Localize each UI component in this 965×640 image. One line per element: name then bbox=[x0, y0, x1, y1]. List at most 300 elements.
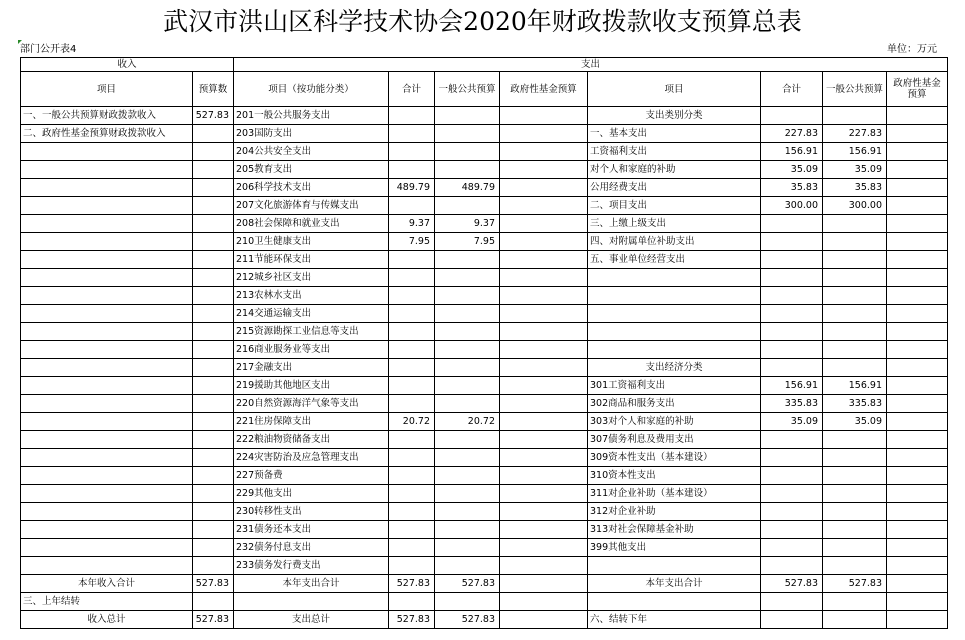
table-cell bbox=[389, 251, 435, 269]
table-row bbox=[21, 341, 948, 359]
table-cell bbox=[500, 557, 588, 575]
table-cell: 156.91 bbox=[823, 143, 887, 161]
table-cell bbox=[761, 323, 823, 341]
table-cell: 224灾害防治及应急管理支出 bbox=[234, 449, 389, 467]
table-cell bbox=[887, 251, 948, 269]
table-cell: 217金融支出 bbox=[234, 359, 389, 377]
table-cell bbox=[500, 269, 588, 287]
table-cell bbox=[500, 305, 588, 323]
table-cell bbox=[21, 197, 193, 215]
table-cell: 303对个人和家庭的补助 bbox=[588, 413, 761, 431]
table-cell: 527.83 bbox=[193, 611, 234, 629]
table-cell bbox=[435, 377, 500, 395]
table-cell: 一、基本支出 bbox=[588, 125, 761, 143]
table-cell bbox=[193, 143, 234, 161]
table-cell: 527.83 bbox=[389, 575, 435, 593]
table-cell: 335.83 bbox=[823, 395, 887, 413]
table-cell bbox=[435, 449, 500, 467]
table-cell bbox=[21, 323, 193, 341]
table-cell bbox=[435, 359, 500, 377]
table-cell: 310资本性支出 bbox=[588, 467, 761, 485]
table-cell: 527.83 bbox=[193, 107, 234, 125]
table-cell bbox=[887, 323, 948, 341]
table-cell: 五、事业单位经营支出 bbox=[588, 251, 761, 269]
table-cell: 399其他支出 bbox=[588, 539, 761, 557]
table-cell bbox=[500, 431, 588, 449]
table-cell bbox=[887, 449, 948, 467]
table-cell bbox=[193, 431, 234, 449]
col-header: 项目 bbox=[588, 72, 761, 107]
table-cell: 302商品和服务支出 bbox=[588, 395, 761, 413]
table-cell: 311对企业补助（基本建设） bbox=[588, 485, 761, 503]
table-cell: 220自然资源海洋气象等支出 bbox=[234, 395, 389, 413]
table-cell bbox=[389, 125, 435, 143]
table-cell bbox=[435, 305, 500, 323]
table-cell bbox=[588, 287, 761, 305]
table-cell: 489.79 bbox=[389, 179, 435, 197]
table-cell bbox=[823, 431, 887, 449]
table-cell bbox=[500, 107, 588, 125]
table-cell bbox=[761, 449, 823, 467]
table-cell: 20.72 bbox=[435, 413, 500, 431]
table-cell bbox=[500, 215, 588, 233]
table-cell bbox=[887, 125, 948, 143]
table-cell bbox=[500, 539, 588, 557]
table-cell: 214交通运输支出 bbox=[234, 305, 389, 323]
table-cell bbox=[193, 197, 234, 215]
table-cell bbox=[193, 557, 234, 575]
table-cell: 35.09 bbox=[823, 161, 887, 179]
table-row bbox=[21, 143, 948, 161]
table-cell: 9.37 bbox=[389, 215, 435, 233]
table-cell bbox=[435, 107, 500, 125]
table-cell bbox=[435, 593, 500, 611]
col-header: 合计 bbox=[389, 72, 435, 107]
table-cell bbox=[823, 485, 887, 503]
table-cell bbox=[193, 539, 234, 557]
table-cell bbox=[234, 593, 389, 611]
page-title: 武汉市洪山区科学技术协会2020年财政拨款收支预算总表 bbox=[163, 7, 802, 36]
table-cell: 9.37 bbox=[435, 215, 500, 233]
table-cell bbox=[761, 593, 823, 611]
table-cell bbox=[21, 449, 193, 467]
table-cell bbox=[193, 359, 234, 377]
table-cell bbox=[435, 323, 500, 341]
table-cell bbox=[761, 269, 823, 287]
table-cell bbox=[389, 557, 435, 575]
table-cell bbox=[500, 503, 588, 521]
table-cell bbox=[887, 179, 948, 197]
table-cell bbox=[21, 305, 193, 323]
table-cell bbox=[21, 215, 193, 233]
table-cell: 7.95 bbox=[435, 233, 500, 251]
table-cell: 313对社会保障基金补助 bbox=[588, 521, 761, 539]
table-row bbox=[21, 125, 948, 143]
table-cell: 300.00 bbox=[823, 197, 887, 215]
table-cell: 301工资福利支出 bbox=[588, 377, 761, 395]
table-cell bbox=[500, 143, 588, 161]
table-cell bbox=[500, 377, 588, 395]
table-cell: 35.83 bbox=[761, 179, 823, 197]
table-cell bbox=[887, 521, 948, 539]
table-row bbox=[21, 161, 948, 179]
table-cell bbox=[500, 323, 588, 341]
table-cell bbox=[193, 521, 234, 539]
table-row bbox=[21, 467, 948, 485]
table-cell bbox=[21, 341, 193, 359]
table-cell: 本年支出合计 bbox=[588, 575, 761, 593]
header-row-columns bbox=[21, 72, 948, 107]
table-cell bbox=[389, 161, 435, 179]
table-cell bbox=[389, 287, 435, 305]
table-cell: 227.83 bbox=[761, 125, 823, 143]
table-cell: 227.83 bbox=[823, 125, 887, 143]
table-cell: 210卫生健康支出 bbox=[234, 233, 389, 251]
table-cell bbox=[761, 233, 823, 251]
header-row-group bbox=[21, 58, 948, 72]
table-cell bbox=[21, 377, 193, 395]
table-cell: 232债务付息支出 bbox=[234, 539, 389, 557]
table-cell bbox=[193, 413, 234, 431]
table-cell bbox=[887, 485, 948, 503]
table-row bbox=[21, 539, 948, 557]
table-cell bbox=[823, 521, 887, 539]
table-cell bbox=[193, 161, 234, 179]
table-cell bbox=[193, 449, 234, 467]
table-cell bbox=[887, 233, 948, 251]
table-cell bbox=[435, 467, 500, 485]
table-cell bbox=[21, 521, 193, 539]
table-cell bbox=[21, 503, 193, 521]
table-cell: 收入总计 bbox=[21, 611, 193, 629]
table-cell: 本年支出合计 bbox=[234, 575, 389, 593]
table-cell bbox=[500, 413, 588, 431]
table-cell bbox=[761, 107, 823, 125]
table-cell: 一、一般公共预算财政拨款收入 bbox=[21, 107, 193, 125]
table-cell bbox=[21, 539, 193, 557]
table-cell bbox=[500, 449, 588, 467]
table-cell bbox=[500, 521, 588, 539]
table-cell bbox=[389, 305, 435, 323]
table-cell bbox=[435, 557, 500, 575]
table-cell bbox=[389, 269, 435, 287]
table-cell bbox=[761, 557, 823, 575]
table-row bbox=[21, 611, 948, 629]
table-cell bbox=[193, 233, 234, 251]
table-cell bbox=[389, 107, 435, 125]
table-cell: 35.09 bbox=[823, 413, 887, 431]
table-cell: 312对企业补助 bbox=[588, 503, 761, 521]
table-cell bbox=[389, 323, 435, 341]
table-cell bbox=[193, 251, 234, 269]
table-cell bbox=[588, 305, 761, 323]
form-number: 部门公开表4 bbox=[20, 44, 77, 55]
table-cell bbox=[887, 215, 948, 233]
table-cell bbox=[435, 431, 500, 449]
table-cell bbox=[500, 467, 588, 485]
table-cell bbox=[761, 251, 823, 269]
unit-label: 单位：万元 bbox=[887, 44, 937, 55]
table-cell bbox=[887, 269, 948, 287]
table-cell bbox=[389, 395, 435, 413]
table-cell: 六、结转下年 bbox=[588, 611, 761, 629]
table-cell: 230转移性支出 bbox=[234, 503, 389, 521]
table-cell bbox=[435, 143, 500, 161]
table-cell bbox=[823, 557, 887, 575]
table-cell bbox=[588, 557, 761, 575]
table-cell bbox=[761, 341, 823, 359]
table-cell bbox=[193, 269, 234, 287]
table-cell bbox=[193, 125, 234, 143]
col-header: 预算数 bbox=[193, 72, 234, 107]
table-cell: 35.83 bbox=[823, 179, 887, 197]
table-cell: 527.83 bbox=[193, 575, 234, 593]
table-cell bbox=[389, 359, 435, 377]
table-cell bbox=[500, 611, 588, 629]
table-row bbox=[21, 593, 948, 611]
table-cell bbox=[823, 341, 887, 359]
table-cell bbox=[761, 467, 823, 485]
table-cell bbox=[887, 143, 948, 161]
table-cell: 203国防支出 bbox=[234, 125, 389, 143]
table-cell bbox=[823, 305, 887, 323]
table-cell: 213农林水支出 bbox=[234, 287, 389, 305]
table-cell: 156.91 bbox=[761, 377, 823, 395]
table-cell: 204公共安全支出 bbox=[234, 143, 389, 161]
table-cell: 227预备费 bbox=[234, 467, 389, 485]
table-cell: 支出类别分类 bbox=[588, 107, 761, 125]
table-cell: 7.95 bbox=[389, 233, 435, 251]
table-cell bbox=[761, 305, 823, 323]
table-cell bbox=[389, 377, 435, 395]
table-cell bbox=[887, 287, 948, 305]
table-row bbox=[21, 305, 948, 323]
table-cell: 233债务发行费支出 bbox=[234, 557, 389, 575]
table-cell bbox=[389, 593, 435, 611]
table-cell bbox=[21, 359, 193, 377]
table-cell bbox=[21, 413, 193, 431]
table-cell bbox=[21, 395, 193, 413]
table-cell: 221住房保障支出 bbox=[234, 413, 389, 431]
table-cell bbox=[389, 143, 435, 161]
table-cell bbox=[500, 341, 588, 359]
table-cell bbox=[435, 161, 500, 179]
table-cell bbox=[500, 251, 588, 269]
table-row bbox=[21, 449, 948, 467]
table-cell bbox=[823, 269, 887, 287]
table-cell: 231债务还本支出 bbox=[234, 521, 389, 539]
table-cell bbox=[389, 449, 435, 467]
table-cell bbox=[21, 269, 193, 287]
table-cell bbox=[500, 233, 588, 251]
table-cell bbox=[500, 197, 588, 215]
table-cell bbox=[761, 503, 823, 521]
col-header: 合计 bbox=[761, 72, 823, 107]
table-row bbox=[21, 215, 948, 233]
table-cell bbox=[21, 485, 193, 503]
col-header: 政府性基金预算 bbox=[887, 72, 948, 107]
table-cell bbox=[435, 197, 500, 215]
col-header: 项目（按功能分类） bbox=[234, 72, 389, 107]
table-cell bbox=[21, 233, 193, 251]
table-cell bbox=[823, 287, 887, 305]
budget-table bbox=[20, 57, 948, 629]
table-cell: 211节能环保支出 bbox=[234, 251, 389, 269]
table-row bbox=[21, 557, 948, 575]
table-cell bbox=[761, 485, 823, 503]
table-row bbox=[21, 431, 948, 449]
table-cell bbox=[389, 485, 435, 503]
table-row bbox=[21, 521, 948, 539]
table-cell: 二、项目支出 bbox=[588, 197, 761, 215]
table-cell: 工资福利支出 bbox=[588, 143, 761, 161]
table-cell: 三、上缴上级支出 bbox=[588, 215, 761, 233]
table-cell: 205教育支出 bbox=[234, 161, 389, 179]
table-cell bbox=[887, 503, 948, 521]
table-cell bbox=[193, 215, 234, 233]
table-cell bbox=[887, 575, 948, 593]
table-cell bbox=[887, 161, 948, 179]
table-cell bbox=[21, 431, 193, 449]
expense-header: 支出 bbox=[234, 58, 948, 72]
table-cell bbox=[193, 305, 234, 323]
table-cell bbox=[887, 467, 948, 485]
table-cell bbox=[435, 503, 500, 521]
table-cell bbox=[435, 539, 500, 557]
table-cell bbox=[435, 287, 500, 305]
table-row bbox=[21, 395, 948, 413]
table-cell bbox=[887, 305, 948, 323]
table-cell bbox=[389, 521, 435, 539]
table-cell: 527.83 bbox=[389, 611, 435, 629]
table-cell: 公用经费支出 bbox=[588, 179, 761, 197]
table-cell: 219援助其他地区支出 bbox=[234, 377, 389, 395]
table-cell bbox=[193, 485, 234, 503]
table-cell bbox=[887, 341, 948, 359]
table-cell bbox=[823, 593, 887, 611]
table-cell: 527.83 bbox=[761, 575, 823, 593]
table-cell bbox=[500, 485, 588, 503]
table-cell bbox=[887, 197, 948, 215]
table-cell bbox=[887, 395, 948, 413]
table-cell: 207文化旅游体育与传媒支出 bbox=[234, 197, 389, 215]
table-cell: 156.91 bbox=[761, 143, 823, 161]
table-cell bbox=[761, 287, 823, 305]
table-cell bbox=[823, 449, 887, 467]
table-row bbox=[21, 233, 948, 251]
table-cell bbox=[500, 125, 588, 143]
table-cell bbox=[21, 557, 193, 575]
table-cell bbox=[435, 395, 500, 413]
table-cell bbox=[435, 485, 500, 503]
table-cell: 229其他支出 bbox=[234, 485, 389, 503]
table-cell bbox=[761, 539, 823, 557]
table-cell bbox=[193, 287, 234, 305]
table-cell bbox=[761, 215, 823, 233]
table-cell bbox=[389, 503, 435, 521]
income-header: 收入 bbox=[21, 58, 234, 72]
table-cell: 20.72 bbox=[389, 413, 435, 431]
table-row bbox=[21, 413, 948, 431]
table-cell: 208社会保障和就业支出 bbox=[234, 215, 389, 233]
table-cell: 35.09 bbox=[761, 161, 823, 179]
table-cell: 156.91 bbox=[823, 377, 887, 395]
table-cell: 527.83 bbox=[435, 575, 500, 593]
table-cell bbox=[823, 323, 887, 341]
table-cell: 212城乡社区支出 bbox=[234, 269, 389, 287]
table-cell bbox=[887, 431, 948, 449]
table-cell: 527.83 bbox=[823, 575, 887, 593]
table-cell bbox=[389, 197, 435, 215]
table-cell bbox=[500, 359, 588, 377]
table-cell bbox=[21, 251, 193, 269]
table-cell: 215资源勘探工业信息等支出 bbox=[234, 323, 389, 341]
table-cell bbox=[193, 593, 234, 611]
table-row bbox=[21, 287, 948, 305]
table-cell bbox=[823, 611, 887, 629]
table-cell bbox=[761, 359, 823, 377]
table-cell bbox=[887, 539, 948, 557]
table-cell: 四、对附属单位补助支出 bbox=[588, 233, 761, 251]
table-cell: 222粮油物资储备支出 bbox=[234, 431, 389, 449]
table-cell bbox=[389, 539, 435, 557]
table-cell: 216商业服务业等支出 bbox=[234, 341, 389, 359]
table-cell bbox=[887, 377, 948, 395]
col-header: 一般公共预算 bbox=[435, 72, 500, 107]
table-cell bbox=[389, 431, 435, 449]
table-cell bbox=[823, 539, 887, 557]
table-cell: 300.00 bbox=[761, 197, 823, 215]
table-cell bbox=[193, 395, 234, 413]
table-cell bbox=[193, 377, 234, 395]
table-cell: 支出总计 bbox=[234, 611, 389, 629]
table-cell: 支出经济分类 bbox=[588, 359, 761, 377]
table-cell bbox=[500, 179, 588, 197]
table-cell bbox=[435, 269, 500, 287]
table-cell bbox=[435, 521, 500, 539]
col-header: 政府性基金预算 bbox=[500, 72, 588, 107]
table-cell bbox=[761, 431, 823, 449]
table-cell: 35.09 bbox=[761, 413, 823, 431]
table-row bbox=[21, 197, 948, 215]
table-cell: 206科学技术支出 bbox=[234, 179, 389, 197]
table-cell bbox=[21, 287, 193, 305]
table-row bbox=[21, 575, 948, 593]
table-cell: 309资本性支出（基本建设） bbox=[588, 449, 761, 467]
table-cell: 对个人和家庭的补助 bbox=[588, 161, 761, 179]
table-cell: 三、上年结转 bbox=[21, 593, 193, 611]
table-cell bbox=[21, 143, 193, 161]
table-cell bbox=[193, 323, 234, 341]
col-header: 一般公共预算 bbox=[823, 72, 887, 107]
table-cell bbox=[193, 503, 234, 521]
table-cell bbox=[588, 593, 761, 611]
table-row bbox=[21, 323, 948, 341]
table-cell: 201一般公共服务支出 bbox=[234, 107, 389, 125]
col-header: 项目 bbox=[21, 72, 193, 107]
table-cell bbox=[500, 287, 588, 305]
table-cell bbox=[588, 323, 761, 341]
table-cell bbox=[761, 611, 823, 629]
table-cell bbox=[823, 467, 887, 485]
table-row bbox=[21, 359, 948, 377]
table-cell bbox=[823, 251, 887, 269]
table-cell bbox=[435, 341, 500, 359]
table-row bbox=[21, 179, 948, 197]
table-cell bbox=[389, 341, 435, 359]
table-cell bbox=[887, 611, 948, 629]
table-cell bbox=[588, 341, 761, 359]
